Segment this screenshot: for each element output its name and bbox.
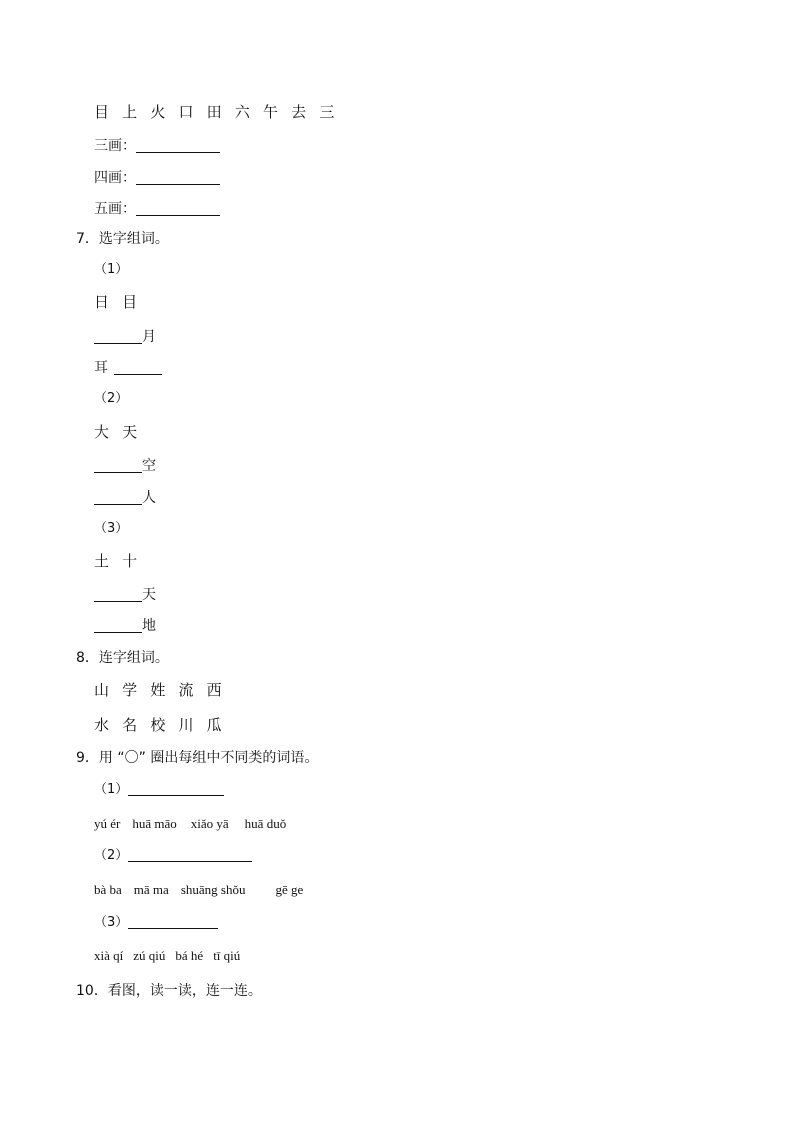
q9-title: 9．用 “〇” 圈出每组中不同类的词语。 [76, 750, 319, 766]
q7-group-3-line-1 [94, 588, 156, 602]
q7-g3-l2-blank[interactable] [94, 631, 142, 633]
q8-row-2: 水 名 校 川 瓜 [94, 716, 226, 734]
stroke-count-chars: 目 上 火 口 田 六 午 去 三 [94, 103, 339, 121]
q7-g1-l1-suffix: 月 [142, 329, 156, 345]
four-strokes-blank[interactable] [136, 183, 220, 185]
q7-title: 7．选字组词。 [76, 231, 169, 247]
q9-g3-word-4[interactable]: tī qiú [213, 948, 241, 963]
q9-group-2-row [94, 849, 252, 862]
q7-group-3-line-2 [94, 619, 156, 633]
q7-g1-l2-blank[interactable] [114, 373, 162, 375]
q9-g2-word-2[interactable]: mā ma [133, 882, 169, 897]
q10-title: 10．看图，读一读，连一连。 [76, 983, 262, 999]
q7-group-3-number: （3） [94, 521, 129, 536]
five-strokes-label: 五画： [94, 201, 136, 217]
q9-g2-word-4[interactable]: gē ge [275, 882, 304, 897]
q9-group-1-number: （1） [94, 782, 129, 797]
q9-g1-word-1[interactable]: yú ér [94, 816, 121, 831]
q9-g1-word-3[interactable]: xiǎo yā [190, 816, 229, 831]
q7-g3-l1-suffix: 天 [142, 587, 156, 603]
q9-g1-word-4[interactable]: huā duǒ [244, 816, 287, 831]
q9-group-3-words [94, 949, 240, 962]
q9-group-2-blank[interactable] [128, 860, 252, 862]
q9-g2-word-3[interactable]: shuāng shǒu [180, 882, 246, 897]
q7-g1-l1-blank[interactable] [94, 342, 142, 344]
q9-g1-word-2[interactable]: huā māo [132, 816, 177, 831]
q9-group-3-number: （3） [94, 915, 129, 930]
q9-group-3-blank[interactable] [128, 927, 218, 929]
three-strokes-row [94, 139, 220, 153]
q9-group-1-blank[interactable] [128, 794, 224, 796]
q7-g2-l2-blank[interactable] [94, 503, 142, 505]
q9-g2-word-1[interactable]: bà ba [94, 882, 122, 897]
q7-group-1-number: （1） [94, 262, 129, 277]
q9-group-1-row [94, 783, 224, 796]
q8-title: 8．连字组词。 [76, 650, 169, 666]
q7-group-2-line-1 [94, 459, 156, 473]
q7-group-1-chars: 日 目 [94, 293, 142, 311]
q7-group-2-line-2 [94, 491, 156, 505]
q7-g3-l2-suffix: 地 [142, 618, 156, 634]
q9-group-1-words [94, 817, 286, 830]
q7-g1-l2-prefix: 耳 [94, 360, 108, 376]
q9-g3-word-3[interactable]: bá hé [175, 948, 204, 963]
q7-group-1-line-2 [94, 361, 162, 375]
four-strokes-row [94, 171, 220, 185]
three-strokes-label: 三画： [94, 138, 136, 154]
four-strokes-label: 四画： [94, 170, 136, 186]
q8-row-1: 山 学 姓 流 西 [94, 681, 226, 699]
q7-g2-l1-suffix: 空 [142, 458, 156, 474]
q9-group-3-row [94, 916, 218, 929]
five-strokes-row [94, 202, 220, 216]
q7-g3-l1-blank[interactable] [94, 600, 142, 602]
q7-g2-l2-suffix: 人 [142, 490, 156, 506]
five-strokes-blank[interactable] [136, 214, 220, 216]
q9-group-2-number: （2） [94, 848, 129, 863]
q9-g3-word-1[interactable]: xià qí [94, 948, 124, 963]
q7-group-3-chars: 土 十 [94, 552, 142, 570]
q9-g3-word-2[interactable]: zú qiú [133, 948, 166, 963]
q7-group-1-line-1 [94, 330, 156, 344]
q7-g2-l1-blank[interactable] [94, 471, 142, 473]
q7-group-2-number: （2） [94, 391, 129, 406]
three-strokes-blank[interactable] [136, 151, 220, 153]
q7-group-2-chars: 大 天 [94, 423, 142, 441]
q9-group-2-words [94, 883, 303, 896]
